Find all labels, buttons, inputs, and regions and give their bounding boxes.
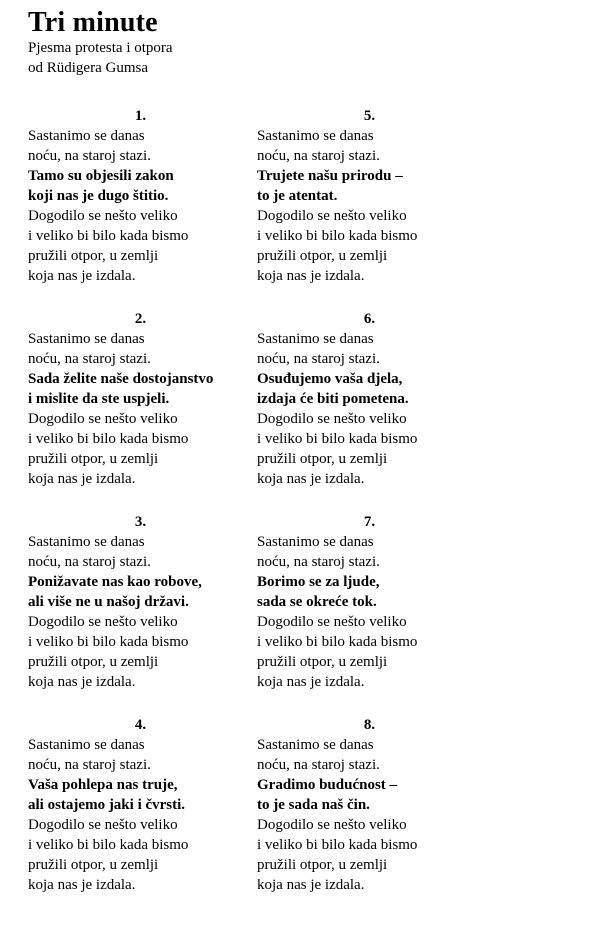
refrain-line: noću, na staroj stazi. — [257, 554, 380, 570]
stanza-7 — [257, 512, 482, 692]
refrain-line: noću, na staroj stazi. — [28, 351, 151, 367]
refrain-line: pružili otpor, u zemlji — [28, 451, 159, 467]
verse-bold-line: ali više ne u našoj državi. — [28, 594, 189, 610]
refrain-line: Dogodilo se nešto veliko — [257, 817, 407, 833]
refrain-line: Dogodilo se nešto veliko — [28, 208, 178, 224]
stanza-number: 3. — [134, 514, 147, 530]
refrain-line: Dogodilo se nešto veliko — [257, 614, 407, 630]
refrain-line: koja nas je izdala. — [257, 877, 365, 893]
refrain-line: noću, na staroj stazi. — [257, 148, 380, 164]
refrain-line: noću, na staroj stazi. — [28, 148, 151, 164]
refrain-line: koja nas je izdala. — [257, 471, 365, 487]
refrain-line: noću, na staroj stazi. — [257, 757, 380, 773]
refrain-line: pružili otpor, u zemlji — [257, 857, 388, 873]
refrain-line: koja nas je izdala. — [28, 268, 136, 284]
refrain-line: pružili otpor, u zemlji — [28, 248, 159, 264]
refrain-line: pružili otpor, u zemlji — [257, 654, 388, 670]
refrain-line: Sastanimo se danas — [28, 128, 145, 144]
verse-bold-line: Borimo se za ljude, — [257, 574, 380, 590]
refrain-line: i veliko bi bilo kada bismo — [257, 837, 418, 853]
refrain-line: pružili otpor, u zemlji — [257, 248, 388, 264]
stanza-number: 2. — [134, 311, 147, 327]
stanza-2 — [28, 309, 253, 489]
verse-bold-line: Trujete našu prirodu – — [257, 168, 403, 184]
stanza-5 — [257, 106, 482, 286]
refrain-line: koja nas je izdala. — [28, 471, 136, 487]
verse-bold-line: Vaša pohlepa nas truje, — [28, 777, 178, 793]
refrain-line: Dogodilo se nešto veliko — [28, 817, 178, 833]
stanza-number: 6. — [363, 311, 376, 327]
refrain-line: koja nas je izdala. — [28, 877, 136, 893]
refrain-line: Dogodilo se nešto veliko — [28, 411, 178, 427]
refrain-line: noću, na staroj stazi. — [257, 351, 380, 367]
stanza-number: 1. — [134, 108, 147, 124]
refrain-line: i veliko bi bilo kada bismo — [257, 228, 418, 244]
stanza-1 — [28, 106, 253, 286]
stanza-number: 4. — [134, 717, 147, 733]
refrain-line: Sastanimo se danas — [257, 331, 374, 347]
verse-bold-line: Osuđujemo vaša djela, — [257, 371, 403, 387]
refrain-line: Sastanimo se danas — [257, 128, 374, 144]
refrain-line: Dogodilo se nešto veliko — [257, 208, 407, 224]
refrain-line: i veliko bi bilo kada bismo — [257, 431, 418, 447]
verse-bold-line: to je atentat. — [257, 188, 338, 204]
subtitle-line-1: Pjesma protesta i otpora — [28, 40, 173, 56]
refrain-line: koja nas je izdala. — [28, 674, 136, 690]
verse-bold-line: Ponižavate nas kao robove, — [28, 574, 202, 590]
stanza-number: 8. — [363, 717, 376, 733]
verse-bold-line: ali ostajemo jaki i čvrsti. — [28, 797, 186, 813]
stanza-4 — [28, 715, 253, 895]
refrain-line: pružili otpor, u zemlji — [257, 451, 388, 467]
stanza-3 — [28, 512, 253, 692]
refrain-line: i veliko bi bilo kada bismo — [28, 634, 189, 650]
refrain-line: i veliko bi bilo kada bismo — [28, 431, 189, 447]
refrain-line: noću, na staroj stazi. — [28, 757, 151, 773]
refrain-line: Dogodilo se nešto veliko — [28, 614, 178, 630]
verse-bold-line: Gradimo budućnost – — [257, 777, 398, 793]
refrain-line: pružili otpor, u zemlji — [28, 857, 159, 873]
subtitle-line-2: od Rüdigera Gumsa — [28, 60, 148, 76]
verse-bold-line: koji nas je dugo štitio. — [28, 188, 169, 204]
refrain-line: Sastanimo se danas — [28, 534, 145, 550]
refrain-line: Sastanimo se danas — [257, 737, 374, 753]
verse-bold-line: sada se okreće tok. — [257, 594, 377, 610]
refrain-line: Sastanimo se danas — [257, 534, 374, 550]
stanza-8 — [257, 715, 482, 895]
verse-bold-line: i mislite da ste uspjeli. — [28, 391, 170, 407]
refrain-line: koja nas je izdala. — [257, 674, 365, 690]
stanza-number: 5. — [363, 108, 376, 124]
refrain-line: i veliko bi bilo kada bismo — [257, 634, 418, 650]
page-title: Tri minute — [28, 7, 158, 38]
stanza-6 — [257, 309, 482, 489]
verse-bold-line: Sada želite naše dostojanstvo — [28, 371, 214, 387]
verse-bold-line: Tamo su objesili zakon — [28, 168, 174, 184]
refrain-line: i veliko bi bilo kada bismo — [28, 837, 189, 853]
verse-bold-line: to je sada naš čin. — [257, 797, 370, 813]
verse-bold-line: izdaja će biti pometena. — [257, 391, 409, 407]
refrain-line: noću, na staroj stazi. — [28, 554, 151, 570]
document-page — [28, 0, 588, 893]
refrain-line: koja nas je izdala. — [257, 268, 365, 284]
refrain-line: pružili otpor, u zemlji — [28, 654, 159, 670]
refrain-line: i veliko bi bilo kada bismo — [28, 228, 189, 244]
refrain-line: Sastanimo se danas — [28, 331, 145, 347]
refrain-line: Sastanimo se danas — [28, 737, 145, 753]
refrain-line: Dogodilo se nešto veliko — [257, 411, 407, 427]
stanza-number: 7. — [363, 514, 376, 530]
